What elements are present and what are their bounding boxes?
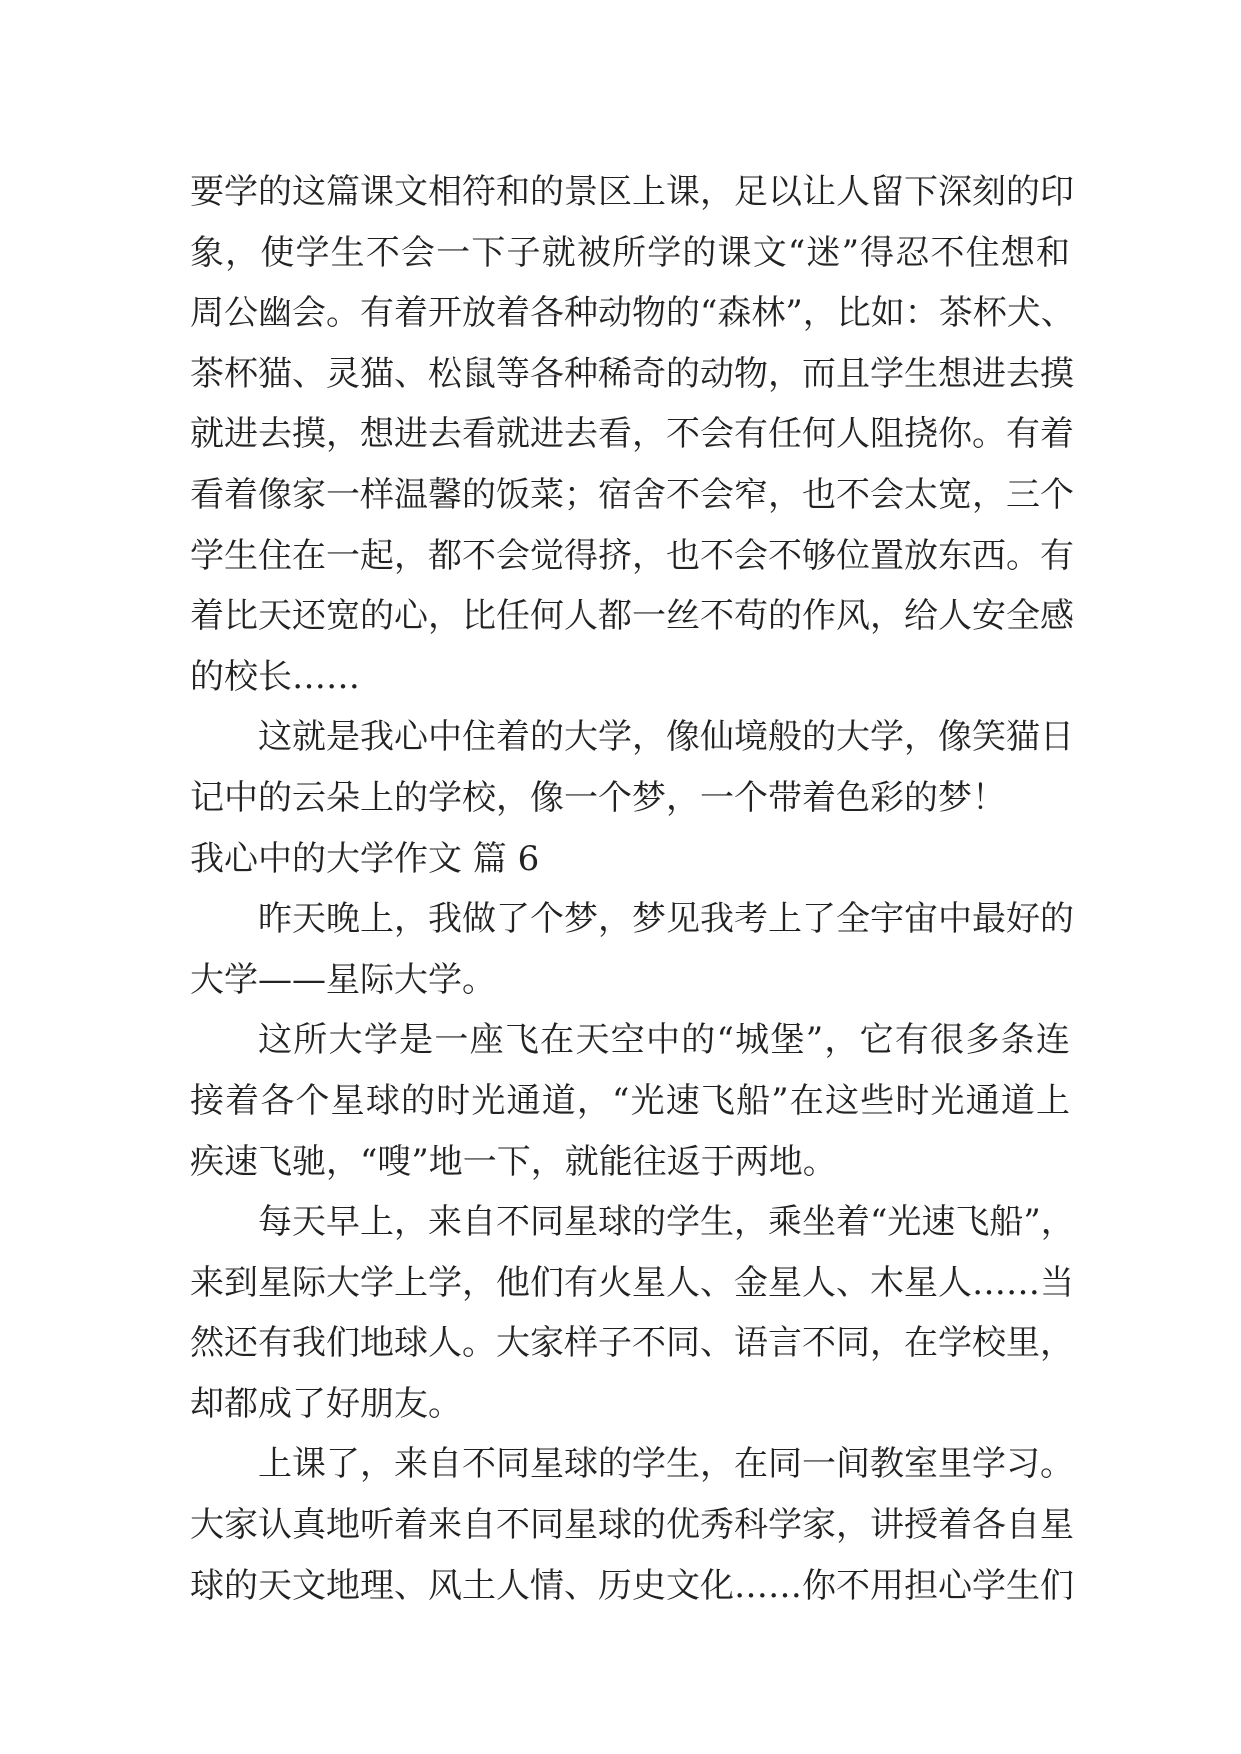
paragraph-start: 昨天晚上，我做了个梦，梦见我考上了全宇宙中最好的 [258,899,1074,940]
text-line: 要学的这篇课文相符和的景区上课，足以让人留下深刻的印 [190,172,1074,212]
text-line: 看着像家一样温馨的饭菜；宿舍不会窄，也不会太宽，三个 [190,474,1074,515]
text-line: 大学——星际大学。 [190,959,496,1000]
text-line: 象，使学生不会一下子就被所学的课文“迷”得忍不住想和 [190,232,1070,273]
paragraph-start: 每天早上，来自不同星球的学生，乘坐着“光速飞船”， [258,1202,1075,1243]
text-line: 疾速飞驰，“嗖”地一下，就能往返于两地。 [190,1141,837,1182]
text-line: 记中的云朵上的学校，像一个梦，一个带着色彩的梦！ [190,777,1006,818]
section-heading: 我心中的大学作文 篇 6 [190,838,540,879]
text-line: 接着各个星球的时光通道，“光速飞船”在这些时光通道上 [190,1080,1070,1121]
text-line: 周公幽会。有着开放着各种动物的“森林”，比如：茶杯犬、 [190,293,1075,334]
text-line: 来到星际大学上学，他们有火星人、金星人、木星人……当 [190,1262,1074,1303]
paragraph-start: 这所大学是一座飞在天空中的“城堡”，它有很多条连 [258,1020,1070,1061]
text-line: 然还有我们地球人。大家样子不同、语言不同，在学校里， [190,1323,1074,1364]
text-line: 学生住在一起，都不会觉得挤，也不会不够位置放东西。有 [190,535,1074,576]
paragraph-start: 这就是我心中住着的大学，像仙境般的大学，像笑猫日 [258,717,1074,758]
text-line: 却都成了好朋友。 [190,1383,462,1424]
text-line: 大家认真地听着来自不同星球的优秀科学家，讲授着各自星 [190,1505,1074,1546]
text-line: 就进去摸，想进去看就进去看，不会有任何人阻挠你。有着 [190,414,1074,455]
text-line: 茶杯猫、灵猫、松鼠等各种稀奇的动物，而且学生想进去摸 [190,353,1074,394]
paragraph-start: 上课了，来自不同星球的学生，在同一间教室里学习。 [258,1444,1074,1485]
essay-body [190,162,1075,1616]
text-line: 球的天文地理、风土人情、历史文化……你不用担心学生们 [190,1565,1074,1606]
text-line: 的校长…… [190,656,360,697]
text-line: 着比天还宽的心，比任何人都一丝不苟的作风，给人安全感 [190,596,1074,637]
